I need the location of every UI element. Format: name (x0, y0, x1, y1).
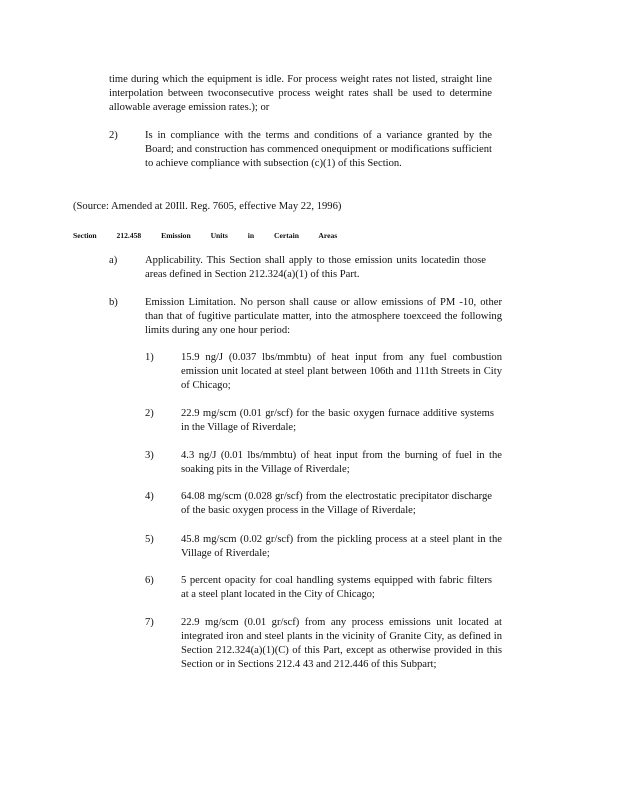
continuation-paragraph: time during which the equipment is idle. For process weight rates not listed, straight line interpolation between twoconsecutive process weight rates shall be used to determine allowable average emission rates.); or (109, 74, 492, 113)
section-label: Section (73, 231, 97, 240)
limit-text: 22.9 mg/scm (0.01 gr/scf) for the basic oxygen furnace additive systems in the Village of Riverdale; (181, 408, 494, 433)
section-title-word: Emission (161, 231, 191, 240)
limit-number: 7) (145, 617, 154, 628)
limit-number: 2) (145, 408, 154, 419)
limit-number: 5) (145, 534, 154, 545)
limit-text: 22.9 mg/scm (0.01 gr/scf) from any process emissions unit located at integrated iron and steel plants in the vicinity of Granite City, as defined in Section 212.324(a)(1)(C) of this Part, except as otherwise provided in this Section or in Sections 212.4 43 and 212.446 of this Subpart; (181, 617, 502, 670)
subsection-b-letter: b) (109, 297, 118, 308)
limit-text: 15.9 ng/J (0.037 lbs/mmbtu) of heat input from any fuel combustion emission unit located at steel plant between 106th and 111th Streets in City of Chicago; (181, 352, 502, 391)
limit-number: 4) (145, 491, 154, 502)
subsection-a-text: Applicability. This Section shall apply to those emission units locatedin those areas defined in Section 212.324(a)(1) of this Part. (145, 255, 486, 280)
limit-number: 1) (145, 352, 154, 363)
limit-text: 45.8 mg/scm (0.02 gr/scf) from the pickling process at a steel plant in the Village of Riverdale; (181, 534, 502, 559)
section-title-word: in (247, 231, 255, 240)
limit-text: 4.3 ng/J (0.01 lbs/mmbtu) of heat input from the burning of fuel in the soaking pits in the Village of Riverdale; (181, 450, 502, 475)
section-title-word: Units (210, 231, 228, 240)
section-number: 212.458 (116, 231, 142, 240)
limit-number: 6) (145, 575, 154, 586)
limit-text: 64.08 mg/scm (0.028 gr/scf) from the electrostatic precipitator discharge of the basic oxygen process in the Village of Riverdale; (181, 491, 492, 516)
source-note: (Source: Amended at 20Ill. Reg. 7605, effective May 22, 1996) (73, 201, 342, 212)
section-title-word: Certain (274, 231, 299, 240)
item-2-number: 2) (109, 130, 118, 141)
limit-number: 3) (145, 450, 154, 461)
item-2-text: Is in compliance with the terms and conditions of a variance granted by the Board; and construction has commenced onequipment or modifications sufficient to achieve compliance with subsection (c)(1) of this Section. (145, 130, 492, 169)
subsection-b-text: Emission Limitation. No person shall cause or allow emissions of PM -10, other than that of fugitive particulate matter, into the atmosphere toexceed the following limits during any one hour period: (145, 297, 502, 336)
section-title-word: Areas (318, 231, 338, 240)
subsection-a-letter: a) (109, 255, 118, 266)
section-heading (73, 229, 355, 243)
limit-text: 5 percent opacity for coal handling systems equipped with fabric filters at a steel plant located in the City of Chicago; (181, 575, 492, 600)
